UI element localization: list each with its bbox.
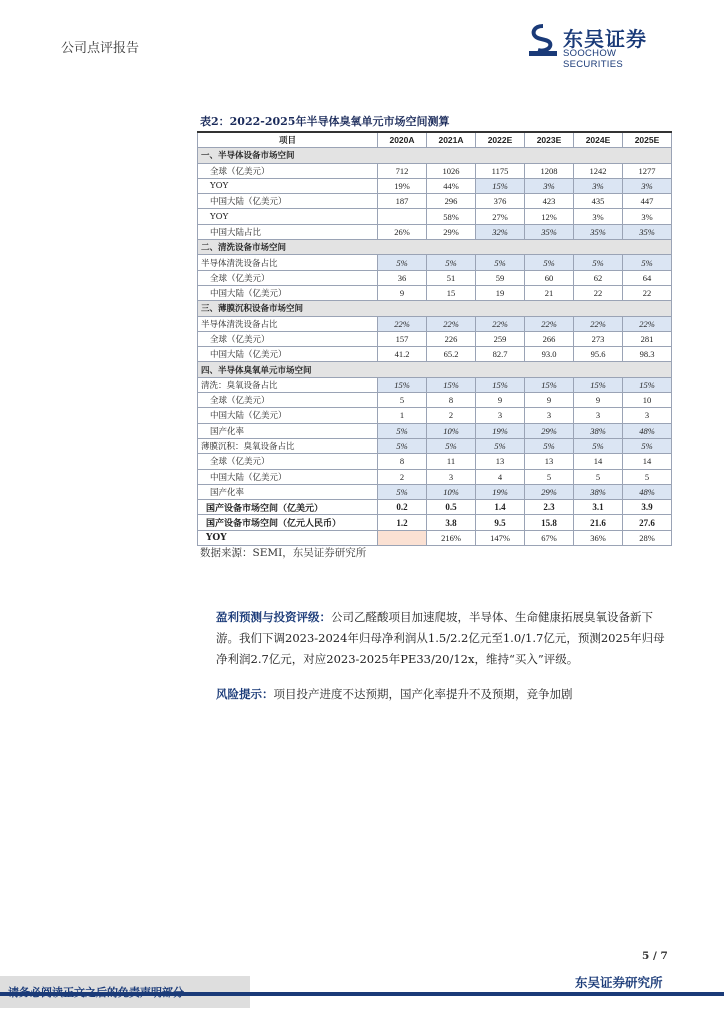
table-cell: 51	[427, 270, 476, 285]
table-cell: 65.2	[427, 347, 476, 362]
table-cell: 1026	[427, 163, 476, 178]
table-section-row	[198, 240, 672, 255]
row-label: 国产化率	[198, 484, 378, 499]
table-cell: 3%	[574, 209, 623, 224]
table-cell: 93.0	[525, 347, 574, 362]
table-cell: 58%	[427, 209, 476, 224]
table-title: 表2：2022-2025年半导体臭氧单元市场空间测算	[200, 115, 450, 128]
table-cell: 1242	[574, 163, 623, 178]
row-label: 半导体清洗设备占比	[198, 255, 378, 270]
table-cell: 5%	[476, 255, 525, 270]
row-label: 全球（亿美元）	[198, 163, 378, 178]
table-cell: 447	[623, 194, 672, 209]
table-cell: 15.8	[525, 515, 574, 530]
table-cell: 1	[378, 408, 427, 423]
table-cell: 3	[574, 408, 623, 423]
table-cell: 226	[427, 331, 476, 346]
logo-chinese-name: 东吴证券	[563, 27, 647, 51]
table-cell: 15%	[427, 377, 476, 392]
table-row	[198, 316, 672, 331]
table-row	[198, 285, 672, 300]
table-cell: 22	[623, 285, 672, 300]
table-row	[198, 331, 672, 346]
table-cell: 3	[623, 408, 672, 423]
row-label: 薄膜沉积：臭氧设备占比	[198, 438, 378, 453]
table-cell: 5%	[574, 438, 623, 453]
row-label: 全球（亿美元）	[198, 331, 378, 346]
table-cell: 15%	[378, 377, 427, 392]
table-row	[198, 194, 672, 209]
table-cell: 22%	[427, 316, 476, 331]
table-section-row	[198, 148, 672, 163]
table-cell: 82.7	[476, 347, 525, 362]
table-cell: 14	[623, 454, 672, 469]
section-label: 三、薄膜沉积设备市场空间	[198, 301, 672, 316]
row-label: 中国大陆（亿美元）	[198, 194, 378, 209]
table-cell: 3	[427, 469, 476, 484]
table-cell: 5	[623, 469, 672, 484]
row-label: 中国大陆（亿美元）	[198, 285, 378, 300]
table-cell: 157	[378, 331, 427, 346]
table-cell: 22	[574, 285, 623, 300]
table-cell: 259	[476, 331, 525, 346]
company-logo	[528, 22, 678, 70]
table-cell: 5%	[476, 438, 525, 453]
row-label: 全球（亿美元）	[198, 270, 378, 285]
table-cell: 62	[574, 270, 623, 285]
table-row	[198, 209, 672, 224]
table-cell: 13	[525, 454, 574, 469]
column-header-item: 项目	[198, 132, 378, 148]
table-cell: 5%	[427, 255, 476, 270]
table-cell: 44%	[427, 178, 476, 193]
table-cell: 19%	[476, 423, 525, 438]
table-cell: 38%	[574, 484, 623, 499]
table-cell: 5%	[525, 438, 574, 453]
table-cell: 22%	[574, 316, 623, 331]
table-row	[198, 178, 672, 193]
table-row	[198, 393, 672, 408]
column-header-year: 2021A	[427, 132, 476, 148]
column-header-year: 2024E	[574, 132, 623, 148]
table-cell: 19%	[378, 178, 427, 193]
table-cell: 216%	[427, 530, 476, 545]
row-label: 国产设备市场空间（亿美元）	[198, 500, 378, 515]
table-cell: 48%	[623, 484, 672, 499]
forecast-heading: 盈利预测与投资评级：	[216, 610, 331, 624]
row-label: YOY	[198, 209, 378, 224]
table-cell: 41.2	[378, 347, 427, 362]
footer-institute: 东吴证券研究所	[575, 975, 663, 990]
table-row	[198, 163, 672, 178]
table-cell: 15%	[574, 377, 623, 392]
table-header-row	[198, 132, 672, 148]
table-cell: 1208	[525, 163, 574, 178]
table-cell: 29%	[427, 224, 476, 239]
logo-english-name: SOOCHOW SECURITIES	[563, 48, 624, 70]
table-cell: 4	[476, 469, 525, 484]
table-cell: 0.5	[427, 500, 476, 515]
table-row	[198, 347, 672, 362]
table-row	[198, 270, 672, 285]
table-cell: 1277	[623, 163, 672, 178]
table-cell: 3.9	[623, 500, 672, 515]
table-cell	[378, 209, 427, 224]
report-type: 公司点评报告	[61, 41, 140, 56]
row-label: 中国大陆（亿美元）	[198, 408, 378, 423]
table-cell: 29%	[525, 484, 574, 499]
row-label: 国产设备市场空间（亿元人民币）	[198, 515, 378, 530]
table-cell: 15%	[623, 377, 672, 392]
table-cell: 3.1	[574, 500, 623, 515]
table-cell: 10%	[427, 484, 476, 499]
table-cell: 5%	[378, 255, 427, 270]
row-label: 中国大陆（亿美元）	[198, 347, 378, 362]
table-cell: 3%	[574, 178, 623, 193]
table-cell: 35%	[525, 224, 574, 239]
table-cell: 21.6	[574, 515, 623, 530]
page-number: 5 / 7	[642, 950, 668, 962]
row-label: 中国大陆（亿美元）	[198, 469, 378, 484]
market-table-container	[197, 131, 671, 546]
table-cell: 435	[574, 194, 623, 209]
table-row	[198, 423, 672, 438]
table-cell: 3	[525, 408, 574, 423]
table-cell: 9	[525, 393, 574, 408]
table-cell: 60	[525, 270, 574, 285]
table-cell: 712	[378, 163, 427, 178]
table-row	[198, 484, 672, 499]
table-cell: 10%	[427, 423, 476, 438]
section-label: 二、清洗设备市场空间	[198, 240, 672, 255]
table-cell: 9	[378, 285, 427, 300]
table-cell: 13	[476, 454, 525, 469]
table-section-row	[198, 301, 672, 316]
earnings-forecast-paragraph	[216, 607, 672, 670]
table-cell: 15%	[476, 178, 525, 193]
table-cell: 1175	[476, 163, 525, 178]
row-label: 全球（亿美元）	[198, 454, 378, 469]
column-header-year: 2025E	[623, 132, 672, 148]
table-cell: 12%	[525, 209, 574, 224]
table-cell: 9.5	[476, 515, 525, 530]
table-cell: 187	[378, 194, 427, 209]
table-cell: 19%	[476, 484, 525, 499]
table-cell: 5%	[525, 255, 574, 270]
table-cell: 22%	[476, 316, 525, 331]
table-cell: 95.6	[574, 347, 623, 362]
table-cell: 3%	[623, 178, 672, 193]
table-cell: 11	[427, 454, 476, 469]
row-label: YOY	[198, 530, 378, 545]
table-cell: 5	[378, 393, 427, 408]
table-cell: 19	[476, 285, 525, 300]
table-cell: 376	[476, 194, 525, 209]
table-cell: 15%	[476, 377, 525, 392]
table-row	[198, 438, 672, 453]
table-row	[198, 469, 672, 484]
table-cell: 28%	[623, 530, 672, 545]
table-cell: 67%	[525, 530, 574, 545]
table-cell: 1.4	[476, 500, 525, 515]
table-cell: 59	[476, 270, 525, 285]
table-section-row	[198, 362, 672, 377]
table-cell: 35%	[623, 224, 672, 239]
table-cell: 5%	[623, 438, 672, 453]
table-cell: 14	[574, 454, 623, 469]
section-label: 四、半导体臭氧单元市场空间	[198, 362, 672, 377]
table-cell: 9	[476, 393, 525, 408]
table-cell: 3%	[525, 178, 574, 193]
table-cell: 35%	[574, 224, 623, 239]
table-row	[198, 408, 672, 423]
table-cell: 15	[427, 285, 476, 300]
table-cell: 10	[623, 393, 672, 408]
table-cell	[378, 530, 427, 545]
row-label: 全球（亿美元）	[198, 393, 378, 408]
table-cell: 5%	[378, 438, 427, 453]
table-cell: 36%	[574, 530, 623, 545]
table-row	[198, 500, 672, 515]
table-cell: 15%	[525, 377, 574, 392]
row-label: 中国大陆占比	[198, 224, 378, 239]
row-label: 清洗：臭氧设备占比	[198, 377, 378, 392]
section-label: 一、半导体设备市场空间	[198, 148, 672, 163]
risk-paragraph	[216, 684, 672, 705]
table-cell: 8	[427, 393, 476, 408]
table-cell: 5%	[378, 484, 427, 499]
risk-body: 项目投产进度不达预期，国产化率提升不及预期，竞争加剧	[273, 687, 573, 701]
table-cell: 36	[378, 270, 427, 285]
table-cell: 21	[525, 285, 574, 300]
table-cell: 2	[427, 408, 476, 423]
table-cell: 273	[574, 331, 623, 346]
disclaimer-note[interactable]: 请务必阅读正文之后的免责声明部分	[8, 986, 184, 999]
table-cell: 5%	[378, 423, 427, 438]
table-cell: 2.3	[525, 500, 574, 515]
data-source: 数据来源：SEMI，东吴证券研究所	[200, 547, 367, 559]
table-cell: 0.2	[378, 500, 427, 515]
soochow-logo-icon	[528, 24, 558, 56]
table-cell: 5%	[574, 255, 623, 270]
table-cell: 5	[574, 469, 623, 484]
table-row	[198, 377, 672, 392]
table-row	[198, 255, 672, 270]
table-cell: 22%	[525, 316, 574, 331]
table-cell: 26%	[378, 224, 427, 239]
table-cell: 296	[427, 194, 476, 209]
row-label: 半导体清洗设备占比	[198, 316, 378, 331]
table-cell: 281	[623, 331, 672, 346]
row-label: 国产化率	[198, 423, 378, 438]
table-cell: 3%	[623, 209, 672, 224]
column-header-year: 2022E	[476, 132, 525, 148]
table-cell: 98.3	[623, 347, 672, 362]
table-cell: 22%	[623, 316, 672, 331]
table-cell: 27.6	[623, 515, 672, 530]
table-cell: 27%	[476, 209, 525, 224]
table-cell: 38%	[574, 423, 623, 438]
table-cell: 5%	[427, 438, 476, 453]
column-header-year: 2023E	[525, 132, 574, 148]
table-cell: 22%	[378, 316, 427, 331]
table-cell: 32%	[476, 224, 525, 239]
table-cell: 8	[378, 454, 427, 469]
forecast-body: 公司乙醛酸项目加速爬坡，半导体、生命健康拓展臭氧设备新下游。我们下调2023-2024年归母净利润从1.5/2.2亿元至1.0/1.7亿元，预测2025年归母净利润2.7亿元，对应2023-2025年PE33/20/12x，维持“买入”评级。	[216, 610, 665, 666]
risk-heading: 风险提示：	[216, 687, 274, 701]
table-cell: 1.2	[378, 515, 427, 530]
table-cell: 147%	[476, 530, 525, 545]
table-cell: 29%	[525, 423, 574, 438]
row-label: YOY	[198, 178, 378, 193]
table-row	[198, 530, 672, 545]
column-header-year: 2020A	[378, 132, 427, 148]
table-row	[198, 515, 672, 530]
table-cell: 9	[574, 393, 623, 408]
table-cell: 5	[525, 469, 574, 484]
table-cell: 423	[525, 194, 574, 209]
table-cell: 3.8	[427, 515, 476, 530]
table-row	[198, 224, 672, 239]
table-cell: 3	[476, 408, 525, 423]
table-cell: 2	[378, 469, 427, 484]
table-cell: 266	[525, 331, 574, 346]
table-cell: 5%	[623, 255, 672, 270]
table-cell: 64	[623, 270, 672, 285]
market-space-table	[197, 131, 672, 546]
table-cell: 48%	[623, 423, 672, 438]
table-row	[198, 454, 672, 469]
